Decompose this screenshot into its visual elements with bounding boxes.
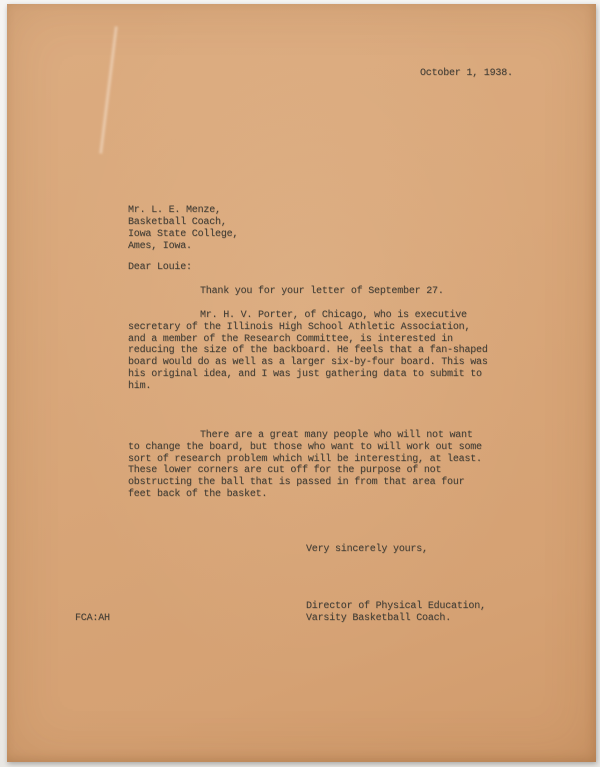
paragraph-thank-you: Thank you for your letter of September 27.: [200, 286, 444, 297]
address-line-name: Mr. L. E. Menze,: [128, 205, 221, 216]
signature-title-1: Director of Physical Education,: [306, 601, 486, 612]
letter-paper: [7, 4, 596, 762]
paragraph-research: There are a great many people who will not want to change the board, but those who want to will work out some sort of research problem which will be interesting, at least. These lower corners are cut off for the purpose of not obstructing the ball that is passed in from that area four feet back of the basket.: [128, 430, 482, 500]
address-line-city: Ames, Iowa.: [128, 241, 192, 252]
letter-date: October 1, 1938.: [420, 68, 513, 79]
reference-initials: FCA:AH: [75, 613, 110, 624]
signature-title-2: Varsity Basketball Coach.: [306, 613, 452, 624]
paper-crease: [99, 26, 118, 153]
address-line-title: Basketball Coach,: [128, 217, 227, 228]
closing-phrase: Very sincerely yours,: [306, 544, 428, 555]
salutation: Dear Louie:: [128, 262, 192, 273]
paragraph-porter: Mr. H. V. Porter, of Chicago, who is executive secretary of the Illinois High School Athletic Association, and a member of the Research Committee, is interested in reducing the size of the backboard. He feels that a fan-shaped board would do as well as a larger six-by-four board. This was his original idea, and I was just gathering data to submit to him.: [128, 310, 488, 392]
address-line-institution: Iowa State College,: [128, 229, 239, 240]
